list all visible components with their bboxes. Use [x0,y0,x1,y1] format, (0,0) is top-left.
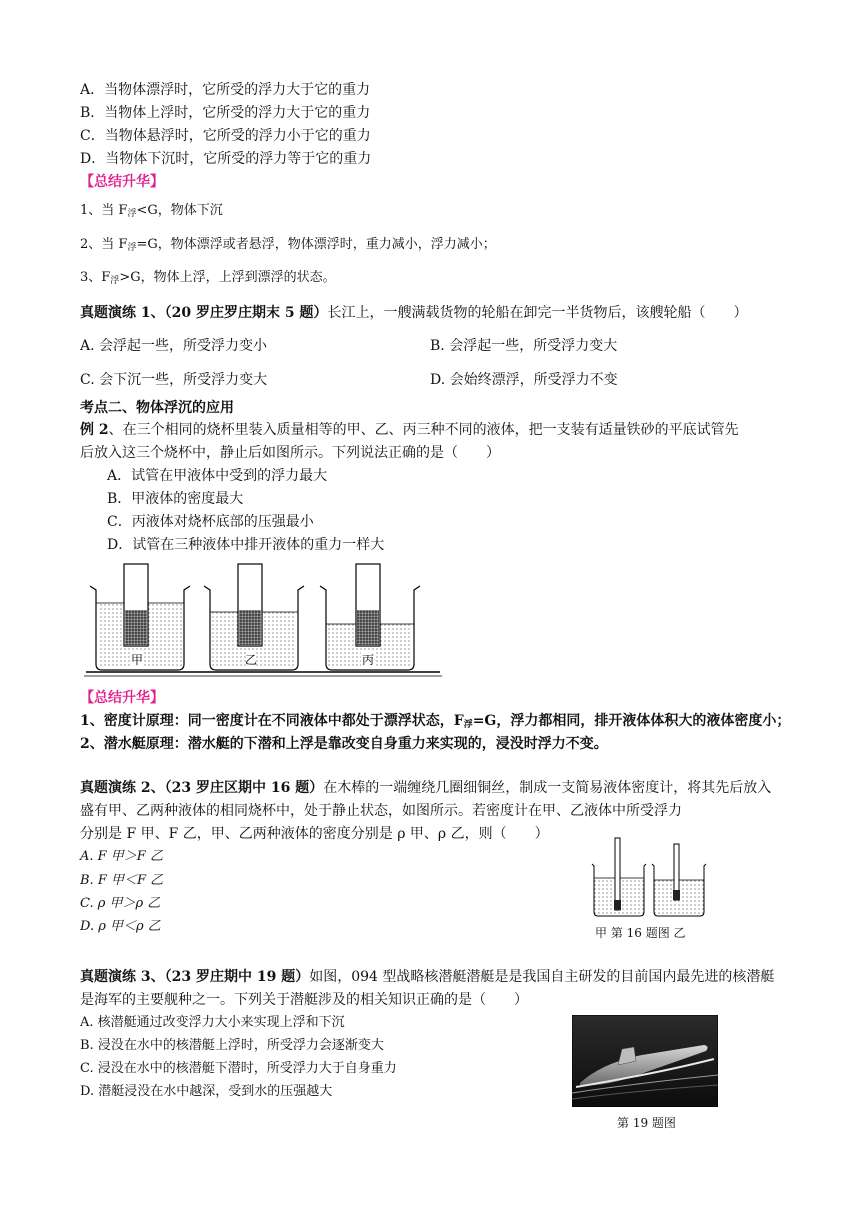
practice2-option-b: B. F 甲＜F 乙 [80,873,164,888]
submarine-photo [572,1015,718,1107]
practice1-option-d: D. 会始终漂浮，所受浮力不变 [430,372,618,388]
practice3-option-a: A. 核潜艇通过改变浮力大小来实现上浮和下沉 [80,1015,345,1030]
example2-stem-1: 例 2、在三个相同的烧杯里装入质量相等的甲、乙、丙三种不同的液体，把一支装有适量铁砂的平底试管先 [80,422,739,438]
practice2-stem-1: 真题演练 2、（23 罗庄区期中 16 题）在木棒的一端缠绕几圈细铜丝，制成一支简易液体密度计，将其先后放入 [80,780,772,796]
example2-option-c: C．丙液体对烧杯底部的压强最小 [107,514,314,530]
example2-option-d: D．试管在三种液体中排开液体的重力一样大 [107,537,385,553]
summary2-line-1: 1、密度计原理：同一密度计在不同液体中都处于漂浮状态，$F_浮=G$，浮力都相同，排开液体体积大的液体密度小； [80,713,791,730]
practice2-stem-2: 盛有甲、乙两种液体的相同烧杯中，处于静止状态，如图所示。若密度计在甲、乙液体中所受浮力 [80,803,682,819]
practice3-option-c: C. 浸没在水中的核潜艇下潜时，所受浮力大于自身重力 [80,1061,397,1076]
example2-option-a: A．试管在甲液体中受到的浮力最大 [107,468,328,484]
practice3-option-d: D. 潜艇浸没在水中越深，受到水的压强越大 [80,1084,333,1099]
option-b: B．当物体上浮时，它所受的浮力大于它的重力 [80,105,371,121]
practice2-option-a: A. F 甲＞F 乙 [80,849,163,864]
densimeter-figure [590,836,710,920]
densimeter-yi [652,844,706,916]
practice2-option-c: C. ρ 甲＞ρ 乙 [80,896,161,911]
beaker-label-jia: 甲 [130,653,144,667]
summary1-line-2: 2、当 $F_浮=G$，物体漂浮或者悬浮，物体漂浮时，重力减小，浮力减小； [80,237,496,253]
summary-heading-1: 【总结升华】 [80,174,164,190]
summary1-line-1: 1、当 $F_浮<G$，物体下沉 [80,203,223,219]
beaker-label-bing: 丙 [361,653,375,667]
practice1-stem: 真题演练 1、（20 罗庄罗庄期末 5 题）长江上，一艘满载货物的轮船在卸完一半货物后，该艘轮船（ ） [80,305,748,321]
summary1-line-3: 3、$F_浮>G$，物体上浮，上浮到漂浮的状态。 [80,270,336,286]
practice3-stem-1: 真题演练 3、（23 罗庄期中 19 题）如图，094 型战略核潜艇潜艇是是我国自主研发的目前国内最先进的核潜艇 [80,969,775,985]
example2-option-b: B．甲液体的密度最大 [107,491,244,507]
option-d: D．当物体下沉时，它所受的浮力等于它的重力 [80,151,372,167]
practice1-option-c: C. 会下沉一些，所受浮力变大 [80,372,268,388]
densimeter-jia [592,838,646,916]
practice2-figure-caption: 甲 第 16 题图 乙 [595,926,686,940]
practice3-option-b: B. 浸没在水中的核潜艇上浮时，所受浮力会逐渐变大 [80,1038,384,1053]
practice2-option-d: D. ρ 甲＜ρ 乙 [80,919,161,934]
summary-heading-2: 【总结升华】 [80,690,164,706]
example2-stem-2: 后放入这三个烧杯中，静止后如图所示。下列说法正确的是（ ） [80,445,500,461]
option-a: A．当物体漂浮时，它所受的浮力大于它的重力 [80,82,371,98]
section-title: 考点二、物体浮沉的应用 [80,400,234,416]
summary2-line-2: 2、潜水艇原理：潜水艇的下潜和上浮是靠改变自身重力来实现的，浸没时浮力不变。 [80,736,608,752]
beaker-label-yi: 乙 [244,653,258,667]
beakers-figure [84,560,444,680]
practice1-option-a: A. 会浮起一些，所受浮力变小 [80,338,268,354]
practice3-stem-2: 是海军的主要舰种之一。下列关于潜艇涉及的相关知识正确的是（ ） [80,992,528,1008]
practice2-stem-3: 分别是 F 甲、F 乙，甲、乙两种液体的密度分别是 ρ 甲、ρ 乙，则（ ） [80,826,549,842]
option-c: C．当物体悬浮时，它所受的浮力小于它的重力 [80,128,371,144]
practice3-figure-caption: 第 19 题图 [617,1116,676,1130]
practice1-option-b: B. 会浮起一些，所受浮力变大 [430,338,618,354]
